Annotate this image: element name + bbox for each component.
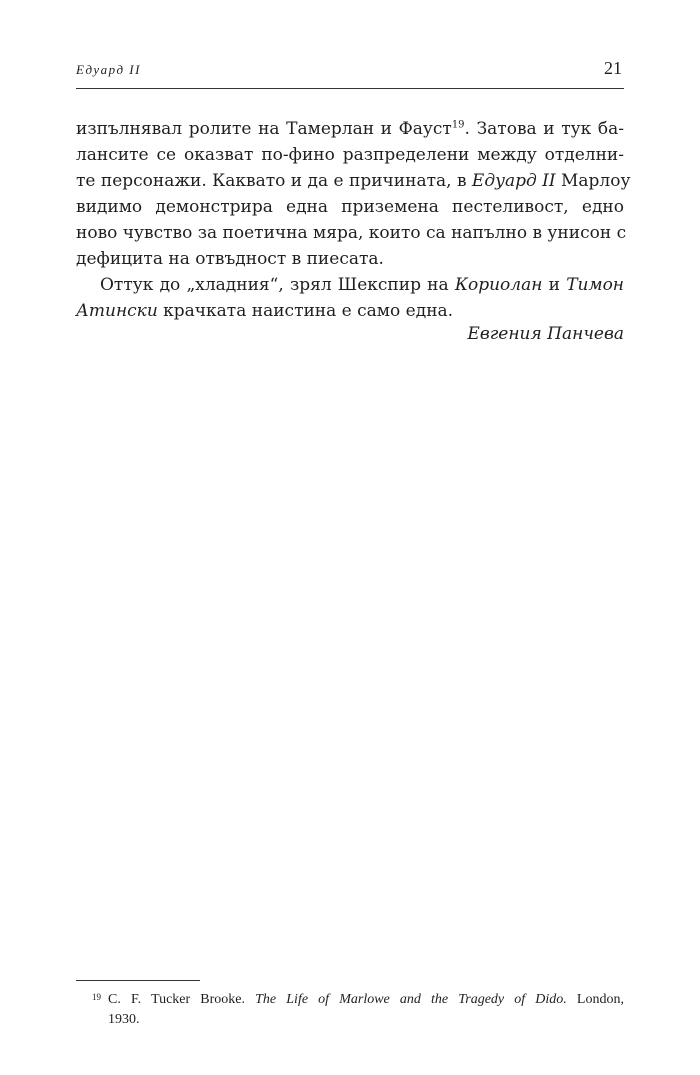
text-span: те персонажи. Каквато и да е причината, в: [76, 171, 472, 191]
text-span: C. F. Tucker Brooke.: [108, 992, 256, 1007]
page-number: 21: [604, 58, 622, 78]
text-span: Марлоу: [555, 171, 631, 191]
text-line: ново чувство за поетична мяра, които са напълно в унисон с: [76, 223, 627, 243]
footnote-rule: [76, 980, 200, 981]
text-line: дефицита на отвъдност в пиесата.: [76, 249, 384, 269]
header-rule: [76, 88, 624, 89]
running-title: Едуард II: [76, 62, 141, 77]
body-text: [76, 116, 631, 324]
work-title: Тимон: [566, 275, 625, 295]
text-span: Оттук до „хладния“, зрял Шекспир на: [100, 275, 455, 295]
footnote-line: 1930.: [108, 1012, 140, 1027]
text-span: изпълнявал ролите на Тамерлан и Фауст: [76, 119, 452, 139]
work-title: Атински: [76, 301, 158, 321]
work-title: The Life of Marlowe and the Tragedy of Dido.: [255, 992, 567, 1007]
running-header: [76, 58, 624, 82]
text-line: лансите се оказват по-фино разпределени между отделни-: [76, 145, 624, 165]
text-span: и: [542, 275, 567, 295]
text-line: [76, 298, 624, 324]
text-line: [76, 116, 624, 142]
text-span: крачката наистина е само една.: [157, 301, 454, 321]
text-line: видимо демонстрира една приземена пестеливост, едно: [76, 197, 624, 217]
footnote-mark: 19: [92, 992, 101, 1002]
footnote-ref[interactable]: 19: [451, 119, 465, 131]
text-span: London,: [566, 992, 624, 1007]
text-line: [76, 168, 631, 194]
text-line: [76, 272, 624, 298]
work-title: Едуард II: [471, 171, 556, 191]
footnote: [76, 990, 624, 1030]
text-span: . Затова и тук ба-: [464, 119, 624, 139]
work-title: Кориолан: [454, 275, 543, 295]
author-signature: Евгения Панчева: [467, 324, 624, 344]
footnote-line: [76, 990, 624, 1010]
